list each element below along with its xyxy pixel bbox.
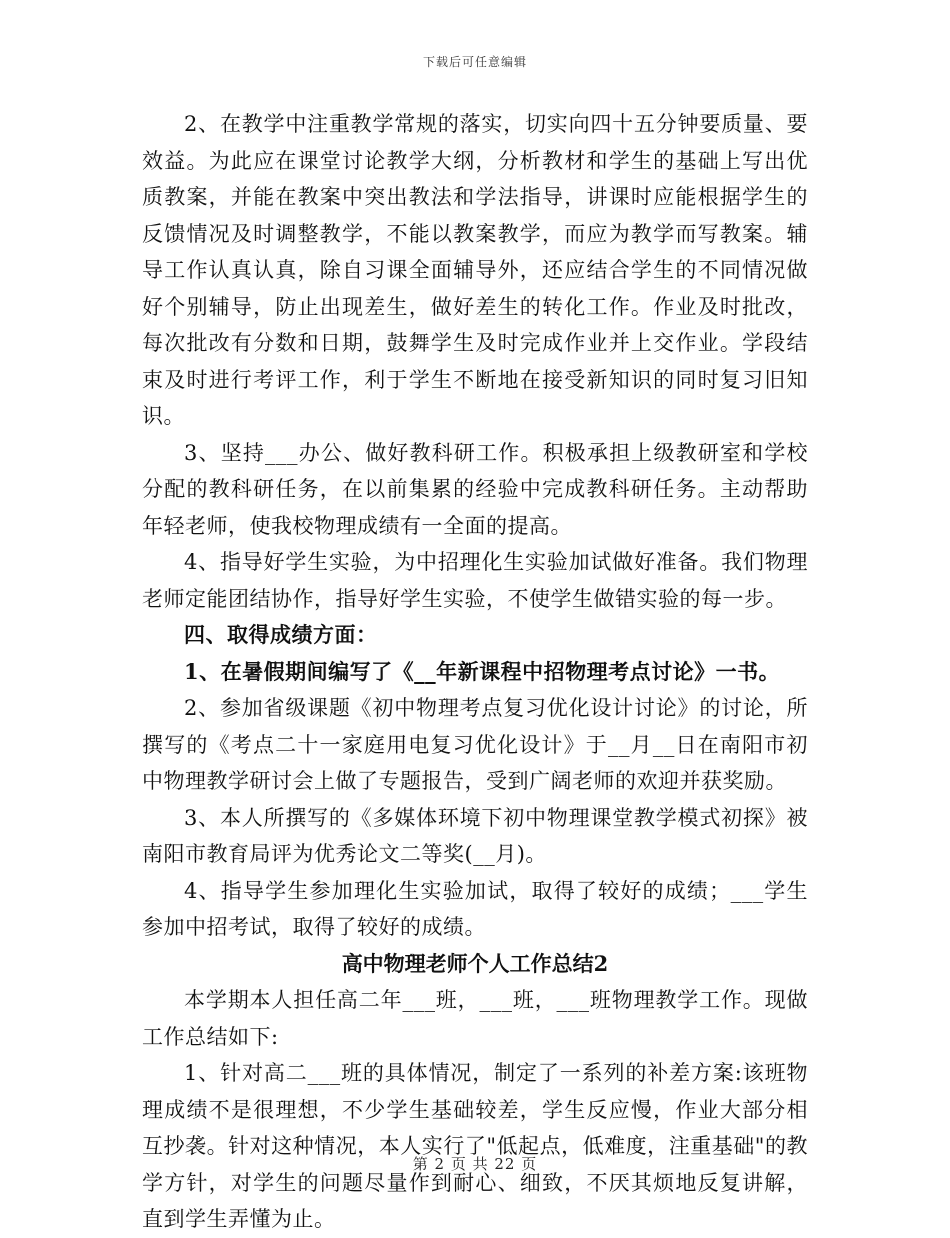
summary-item-1: 1、针对高二___班的具体情况，制定了一系列的补差方案:该班物理成绩不是很理想，不少学生基础较差，学生反应慢，作业大部分相互抄袭。针对这种情况，本人实行了"低起点，低难度，注重基础"的教学方针，对学生的问题尽量作到耐心、细致，不厌其烦地反复讲解，直到学生弄懂为止。 — [142, 1061, 808, 1231]
intro-paragraph: 本学期本人担任高二年___班，___班，___班物理教学工作。现做工作总结如下: — [142, 988, 808, 1049]
paragraph-item-2: 2、在教学中注重教学常规的落实，切实向四十五分钟要质量、要效益。为此应在课堂讨论教学大纲，分析教材和学生的基础上写出优质教案，并能在教案中突出教法和学法指导，讲课时应能根据学生的反馈情况及时调整教学，不能以教案教学，而应为教学而写教案。辅导工作认真认真，除自习课全面辅导外，还应结合学生的不同情况做好个别辅导，防止出现差生，做好差生的转化工作。作业及时批改，每次批改有分数和日期，鼓舞学生及时完成作业并上交作业。学段结束及时进行考评工作，利于学生不断地在接受新知识的同时复习旧知识。 — [142, 112, 808, 428]
document-body — [142, 106, 808, 1238]
section-heading-achievements: 四、取得成绩方面： — [184, 622, 378, 647]
paragraph-item-4: 4、指导好学生实验，为中招理化生实验加试做好准备。我们物理老师定能团结协作，指导好学生实验，不使学生做错实验的每一步。 — [142, 550, 808, 611]
achievement-item-2: 2、参加省级课题《初中物理考点复习优化设计讨论》的讨论，所撰写的《考点二十一家庭用电复习优化设计》于__月__日在南阳市初中物理教学研讨会上做了专题报告，受到广阔老师的欢迎并获奖励。 — [142, 696, 808, 793]
page-number-footer: 第 2 页 共 22 页 — [412, 1155, 538, 1173]
achievement-item-3: 3、本人所撰写的《多媒体环境下初中物理课堂教学模式初探》被南阳市教育局评为优秀论文二等奖(__月)。 — [142, 805, 808, 866]
achievement-item-1: 1、在暑假期间编写了《__年新课程中招物理考点讨论》一书。 — [184, 658, 781, 684]
page-header-note: 下载后可任意编辑 — [422, 55, 527, 69]
article-title-2: 高中物理老师个人工作总结2 — [341, 950, 609, 976]
achievement-item-4: 4、指导学生参加理化生实验加试，取得了较好的成绩；___学生参加中招考试，取得了较好的成绩。 — [142, 878, 808, 939]
paragraph-item-3: 3、坚持___办公、做好教科研工作。积极承担上级教研室和学校分配的教科研任务，在以前集累的经验中完成教科研任务。主动帮助年轻老师，使我校物理成绩有一全面的提高。 — [142, 440, 808, 538]
